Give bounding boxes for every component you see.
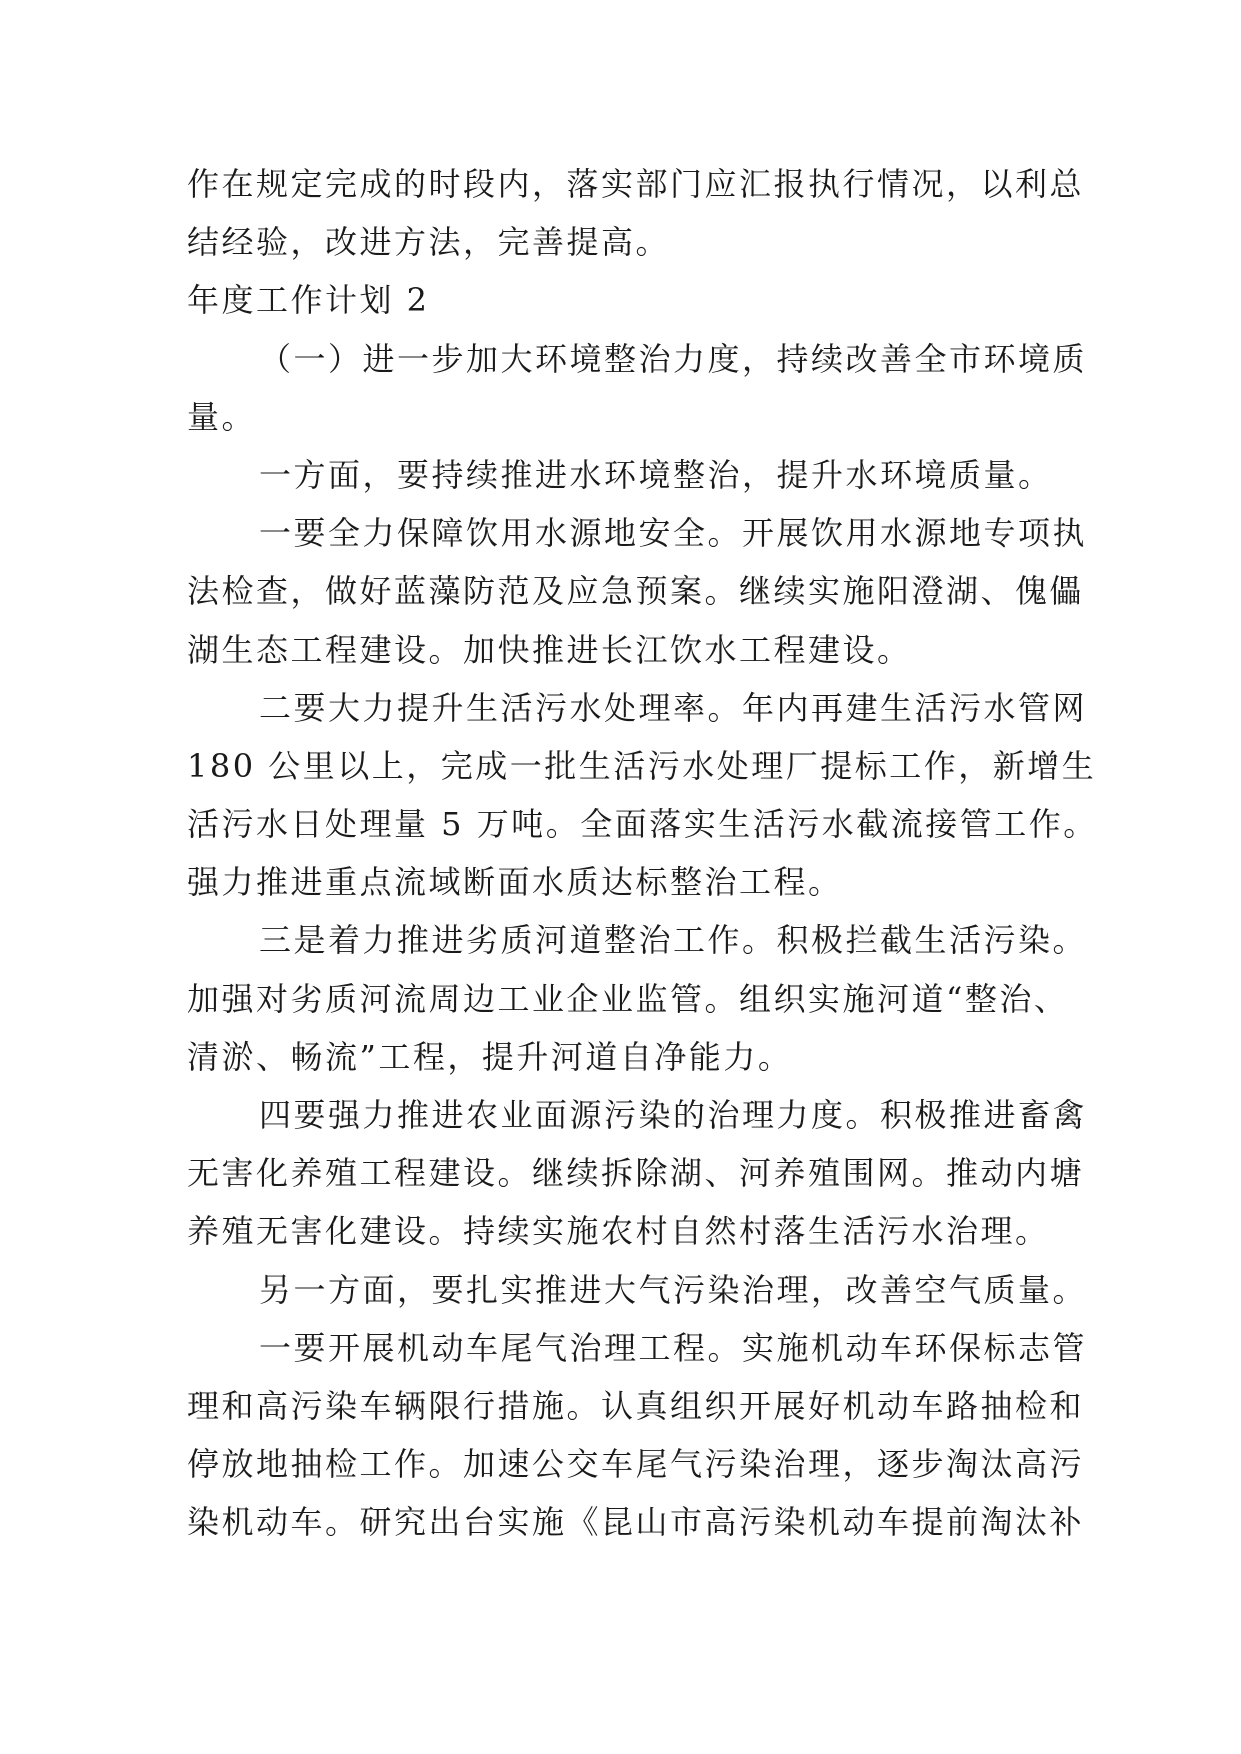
paragraph-start: 二要大力提升生活污水处理率。年内再建生活污水管网 bbox=[259, 688, 1088, 727]
text-line: 养殖无害化建设。持续实施农村自然村落生活污水治理。 bbox=[187, 1212, 1050, 1251]
paragraph-start: 一方面，要持续推进水环境整治，提升水环境质量。 bbox=[259, 455, 1053, 494]
text-line: 法检查，做好蓝藻防范及应急预案。继续实施阳澄湖、傀儡 bbox=[187, 572, 1085, 611]
subsection-heading: （一）进一步加大环境整治力度，持续改善全市环境质 bbox=[259, 339, 1088, 378]
paragraph-start: 三是着力推进劣质河道整治工作。积极拦截生活污染。 bbox=[259, 921, 1088, 960]
section-heading: 年度工作计划 2 bbox=[187, 281, 430, 320]
text-line: 量。 bbox=[187, 397, 257, 436]
text-line: 活污水日处理量 5 万吨。全面落实生活污水截流接管工作。 bbox=[187, 805, 1098, 844]
text-line: 无害化养殖工程建设。继续拆除湖、河养殖围网。推动内塘 bbox=[187, 1154, 1085, 1193]
text-line: 清淤、畅流”工程，提升河道自净能力。 bbox=[187, 1037, 793, 1076]
text-line: 停放地抽检工作。加速公交车尾气污染治理，逐步淘汰高污 bbox=[187, 1445, 1085, 1484]
text-line: 180 公里以上，完成一批生活污水处理厂提标工作，新增生 bbox=[187, 746, 1097, 785]
text-line: 染机动车。研究出台实施《昆山市高污染机动车提前淘汰补 bbox=[187, 1503, 1085, 1542]
paragraph-start: 另一方面，要扎实推进大气污染治理，改善空气质量。 bbox=[259, 1270, 1088, 1309]
text-line: 加强对劣质河流周边工业企业监管。组织实施河道“整治、 bbox=[187, 979, 1069, 1018]
text-line: 湖生态工程建设。加快推进长江饮水工程建设。 bbox=[187, 630, 912, 669]
text-line: 强力推进重点流域断面水质达标整治工程。 bbox=[187, 863, 843, 902]
paragraph-start: 一要开展机动车尾气治理工程。实施机动车环保标志管 bbox=[259, 1328, 1088, 1367]
text-line: 作在规定完成的时段内，落实部门应汇报执行情况，以利总 bbox=[187, 165, 1085, 203]
document-body bbox=[187, 155, 1098, 1552]
paragraph-start: 四要强力推进农业面源污染的治理力度。积极推进畜禽 bbox=[259, 1096, 1088, 1134]
text-line: 理和高污染车辆限行措施。认真组织开展好机动车路抽检和 bbox=[187, 1386, 1085, 1425]
paragraph-start: 一要全力保障饮用水源地安全。开展饮用水源地专项执 bbox=[259, 514, 1088, 553]
text-line: 结经验，改进方法，完善提高。 bbox=[187, 223, 671, 262]
